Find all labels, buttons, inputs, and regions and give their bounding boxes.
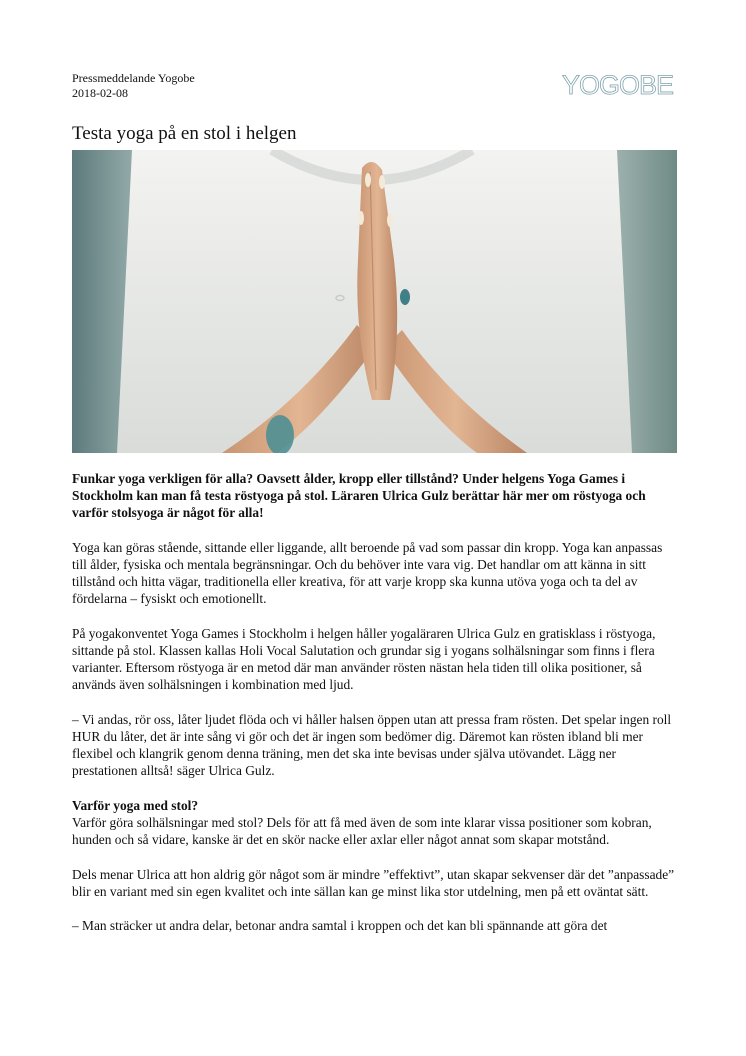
press-release-date: 2018-02-08 bbox=[72, 86, 128, 100]
yogobe-logo: YOGOBE bbox=[562, 70, 674, 100]
section-heading: Varför yoga med stol? bbox=[72, 797, 199, 813]
article-lead: Funkar yoga verkligen för alla? Oavsett ålder, kropp eller tillstånd? Under helgens Yoga Games i Stockholm kan man få testa röstyoga på stol. Läraren Ulrica Gulz berättar här mer om röstyoga och varför stolsyoga är något för alla! bbox=[72, 471, 646, 521]
body-paragraph: – Man sträcker ut andra delar, betonar andra samtal i kroppen och det kan bli spännande att göra det bbox=[72, 918, 608, 934]
body-paragraph: Yoga kan göras stående, sittande eller liggande, allt beroende på vad som passar din kropp. Yoga kan anpassas till ålder, fysiska och mentala begränsningar. Och du behöver inte vara vig. Det handlar om att känna in sitt tillstånd och hitta vägar, traditionella eller kreativa, för att varje kropp ska kunna utöva yoga och ta del av fördelarna – fysiskt och emotionellt. bbox=[72, 539, 663, 607]
article-body bbox=[72, 470, 678, 952]
hero-image bbox=[72, 150, 677, 453]
body-paragraph: Varför göra solhälsningar med stol? Dels för att få med även de som inte klarar vissa positioner som kobran, hunden och så vidare, kanske är det en skör nacke eller axlar eller något annat som skapar motstånd. bbox=[72, 815, 652, 848]
body-paragraph: – Vi andas, rör oss, låter ljudet flöda och vi håller halsen öppen utan att pressa fram rösten. Det spelar ingen roll HUR du låter, det är inte sång vi gör och det är ingen som bedömer dig. Däremot kan rösten ibland bli mer flexibel och klangrik genom denna träning, men det ska inte bevisas under själva utövandet. Lägg ner prestationen alltså! säger Ulrica Gulz. bbox=[72, 711, 672, 779]
body-paragraph: På yogakonventet Yoga Games i Stockholm i helgen håller yogaläraren Ulrica Gulz en gratisklass i röstyoga, sittande på stol. Klassen kallas Holi Vocal Salutation och grundar sig i yogans solhälsningar som finns i flera varianter. Eftersom röstyoga är en metod där man använder rösten nästan hela tiden till olika positioner, så används även solhälsningen i kombination med ljud. bbox=[72, 625, 656, 693]
body-paragraph: Dels menar Ulrica att hon aldrig gör något som är mindre ”effektivt”, utan skapar sekvenser där det ”anpassade” blir en variant med sin egen kvalitet och inte sällan kan ge minst lika stor utdelning, men på ett oväntat sätt. bbox=[72, 866, 675, 899]
subsection bbox=[72, 797, 678, 849]
press-release-header bbox=[72, 71, 195, 101]
article-title: Testa yoga på en stol i helgen bbox=[72, 123, 297, 144]
press-release-label: Pressmeddelande Yogobe bbox=[72, 71, 195, 85]
